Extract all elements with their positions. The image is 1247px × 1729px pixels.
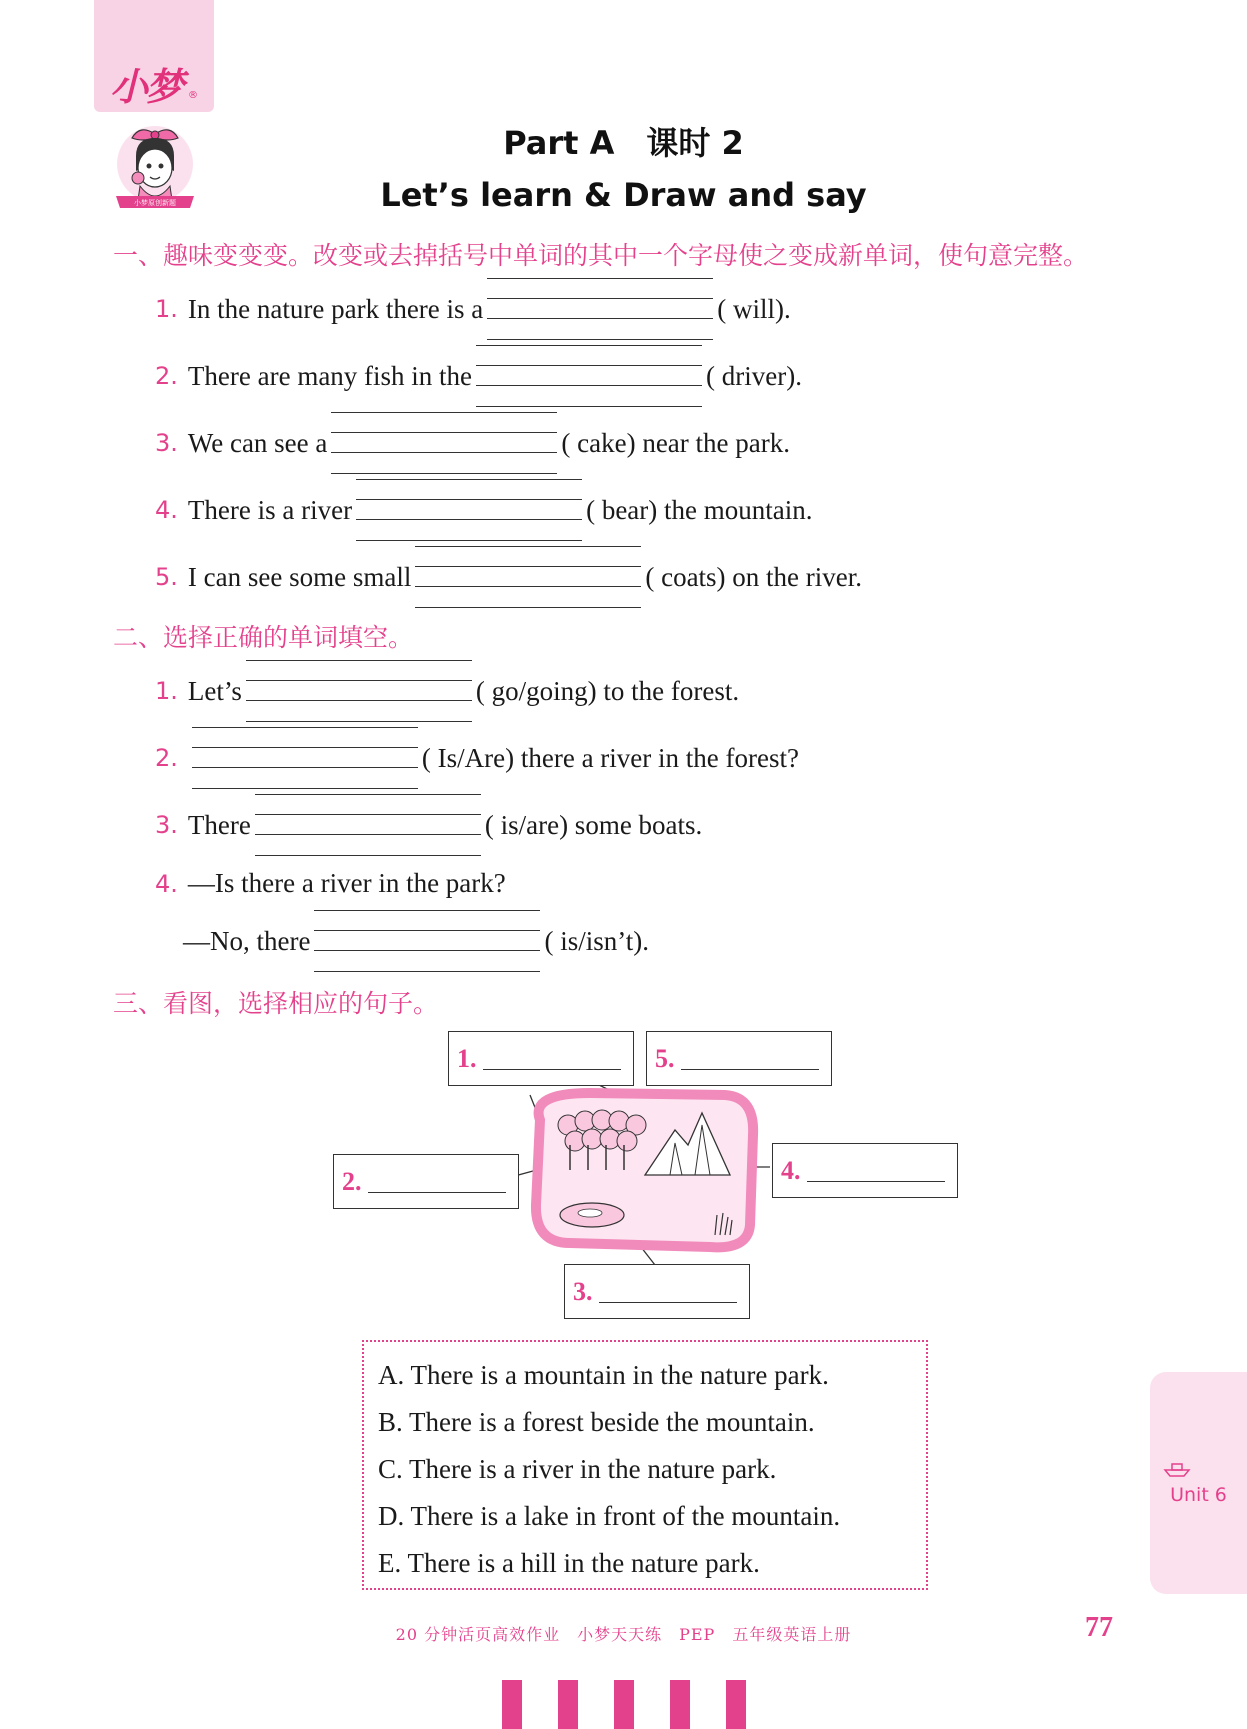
- option-e: E. There is a hill in the nature park.: [378, 1548, 760, 1578]
- answer-blank[interactable]: [255, 794, 481, 856]
- option-b: B. There is a forest beside the mountain.: [378, 1407, 815, 1437]
- footer-bar: [726, 1680, 746, 1729]
- box-blank-line: [368, 1170, 506, 1193]
- s1-question-3: [155, 412, 790, 474]
- box-number: 4.: [781, 1155, 801, 1185]
- section1-heading: 一、趣味变变变。改变或去掉括号中单词的其中一个字母使之变成新单词，使句意完整。: [113, 241, 1089, 270]
- question-hint: ( Is/Are) there a river in the forest?: [421, 742, 799, 773]
- answer-blank[interactable]: [356, 479, 582, 541]
- question-number: 4.: [155, 869, 178, 898]
- question-number: 3.: [155, 429, 178, 457]
- question-number: 2.: [155, 362, 178, 390]
- mascot-ribbon-text: 小梦原创新题: [134, 199, 176, 207]
- question-hint: ( bear) the mountain.: [586, 494, 813, 525]
- answer-blank[interactable]: [415, 546, 641, 608]
- question-number: 1.: [155, 295, 178, 323]
- box-number: 3.: [573, 1276, 593, 1306]
- page-subtitle: Let’s learn & Draw and say: [380, 176, 867, 214]
- page-number: 77: [1085, 1612, 1113, 1643]
- question-hint: ( go/going) to the forest.: [475, 675, 740, 706]
- question-number: 3.: [155, 811, 178, 839]
- unit-label: Unit 6: [1170, 1484, 1227, 1506]
- footer-bar: [558, 1680, 578, 1729]
- question-number: 5.: [155, 563, 178, 591]
- question-number: 4.: [155, 496, 178, 524]
- question-text: I can see some small: [187, 561, 412, 592]
- question-hint: ( will).: [717, 293, 791, 324]
- question-number: 1.: [155, 677, 178, 705]
- answer-box-5[interactable]: [646, 1031, 832, 1086]
- question-hint: ( coats) on the river.: [645, 561, 863, 592]
- s1-question-2: [155, 345, 802, 407]
- s1-question-5: [155, 546, 862, 608]
- box-number: 5.: [655, 1043, 675, 1073]
- footer-bar: [614, 1680, 634, 1729]
- footer-text: 20 分钟活页高效作业 小梦天天练 PEP 五年级英语上册: [395, 1625, 852, 1644]
- section2-heading: 二、选择正确的单词填空。: [113, 623, 414, 652]
- question-number: 2.: [155, 744, 178, 772]
- options-box: [362, 1340, 928, 1590]
- box-number: 2.: [342, 1166, 362, 1196]
- question-text: There are many fish in the: [187, 360, 473, 391]
- answer-box-3[interactable]: [564, 1264, 750, 1319]
- option-a: A. There is a mountain in the nature park.: [378, 1360, 829, 1390]
- answer-blank[interactable]: [476, 345, 702, 407]
- s1-question-1: [155, 278, 791, 340]
- question-hint: ( driver).: [706, 360, 802, 391]
- s2-question-2: [155, 727, 799, 789]
- box-number: 1.: [457, 1043, 477, 1073]
- section3-heading: 三、看图，选择相应的句子。: [113, 989, 439, 1018]
- s2-question-4-answer: [183, 910, 649, 972]
- box-blank-line: [599, 1280, 737, 1303]
- s1-question-4: [155, 479, 813, 541]
- question-text: We can see a: [187, 427, 328, 458]
- registered-mark: ®: [188, 90, 198, 101]
- question-hint: ( is/isn’t).: [544, 925, 649, 956]
- answer-box-4[interactable]: [772, 1143, 958, 1198]
- question-hint: ( cake) near the park.: [561, 427, 790, 458]
- page-title: Part A 课时 2: [503, 124, 744, 162]
- option-c: C. There is a river in the nature park.: [378, 1454, 777, 1484]
- unit-side-tab: [1150, 1372, 1247, 1594]
- logo: 小梦: [110, 65, 183, 109]
- question-text: There: [187, 809, 251, 840]
- footer-bar: [502, 1680, 522, 1729]
- option-d: D. There is a lake in front of the mountain.: [378, 1501, 841, 1531]
- answer-blank[interactable]: [331, 412, 557, 474]
- answer-blank[interactable]: [487, 278, 713, 340]
- question-text: —No, there: [183, 925, 311, 956]
- answer-blank[interactable]: [246, 660, 472, 722]
- answer-blank[interactable]: [192, 727, 418, 789]
- s2-question-1: [155, 660, 739, 722]
- question-hint: ( is/are) some boats.: [484, 809, 703, 840]
- answer-blank[interactable]: [314, 910, 540, 972]
- footer-bar: [670, 1680, 690, 1729]
- box-blank-line: [483, 1047, 621, 1070]
- box-blank-line: [681, 1047, 819, 1070]
- box-blank-line: [807, 1159, 945, 1182]
- question-text: —Is there a river in the park?: [187, 868, 506, 898]
- question-text: In the nature park there is a: [187, 293, 484, 324]
- question-text: Let’s: [187, 675, 242, 706]
- boat-icon: [1162, 1460, 1192, 1478]
- question-text: There is a river: [187, 494, 353, 525]
- answer-box-2[interactable]: [333, 1154, 519, 1209]
- s2-question-3: [155, 794, 702, 856]
- answer-box-1[interactable]: [448, 1031, 634, 1086]
- s2-question-4: [155, 868, 506, 899]
